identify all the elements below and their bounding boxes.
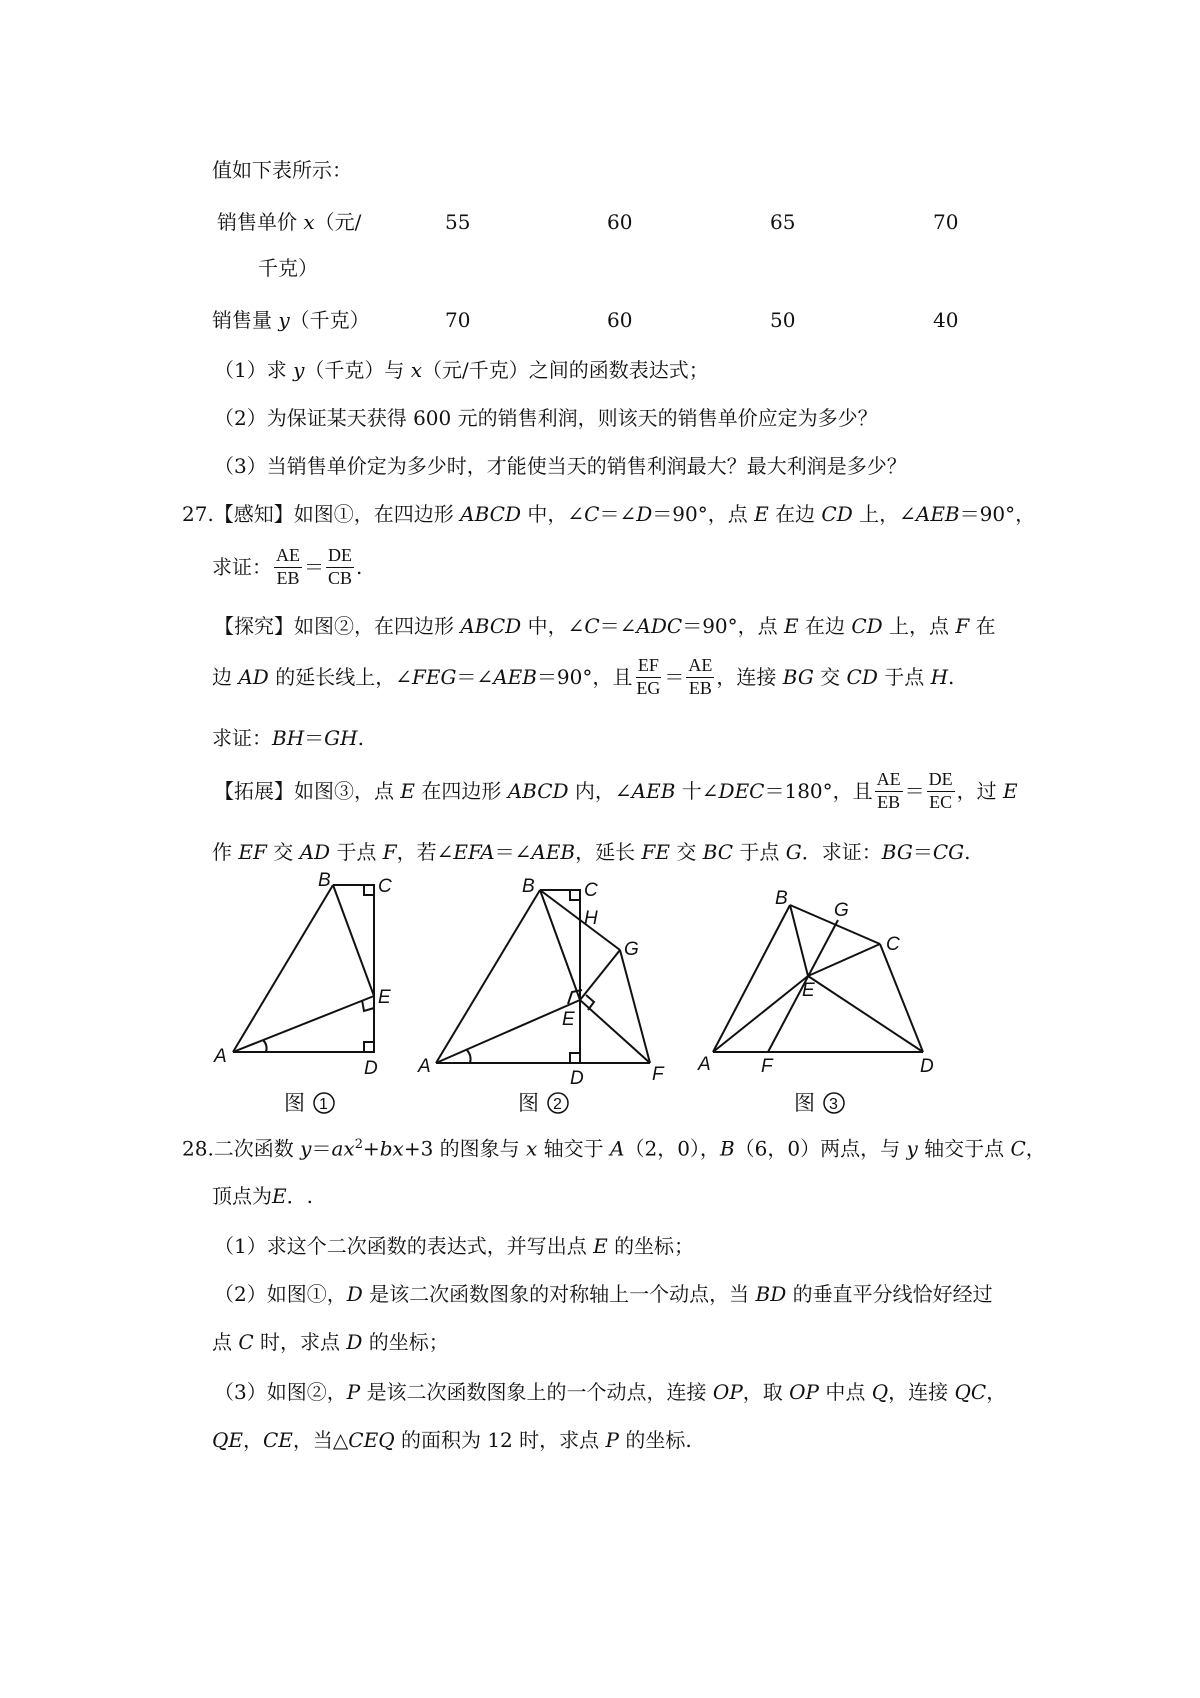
table-cell: 60 <box>607 210 633 234</box>
point-label: A <box>214 1046 227 1067</box>
point-label: C <box>378 876 392 897</box>
q26-part1: （1）求 y（千克）与 x（元/千克）之间的函数表达式； <box>214 358 709 382</box>
fraction: $\frac{AE}{EB}$ <box>688 654 713 698</box>
svg-text:3: 3 <box>829 1096 838 1113</box>
table-row1-label-cont: 千克） <box>258 256 318 280</box>
fraction: $\frac{DE}{EC}$ <box>928 768 953 812</box>
point-label: C <box>886 934 900 955</box>
q26-part3: （3）当销售单价定为多少时，才能使当天的销售利润最大？最大利润是多少？ <box>214 454 907 478</box>
fraction: $\frac{EF}{EG}$ <box>636 654 661 698</box>
table-cell: 50 <box>770 308 796 332</box>
table-row2-label: 销售量 y（千克） <box>212 308 370 332</box>
table-cell: 65 <box>770 210 796 234</box>
figure-3-diagram <box>713 905 923 1052</box>
q27-line7: 作 EF 交 AD 于点 F，若∠EFA＝∠AEB，延长 FE 交 BC 于点 G．求证：BG＝CG. <box>212 840 971 864</box>
table-row1-label: 销售单价 x（元/ <box>217 210 362 234</box>
q28-line2: 顶点为E．. <box>212 1184 313 1208</box>
q27-line5: 求证：BH＝GH. <box>212 726 364 750</box>
svg-text:图: 图 <box>284 1092 305 1115</box>
q28-part3-cont: QE，CE，当△CEQ 的面积为 12 时，求点 P 的坐标. <box>212 1428 692 1452</box>
table-cell: 70 <box>933 210 959 234</box>
point-label: A <box>418 1056 431 1077</box>
point-label: B <box>522 876 535 897</box>
q28-part3: （3）如图②，P 是该二次函数图象上的一个动点，连接 OP，取 OP 中点 Q，连接 QC， <box>214 1380 1007 1404</box>
q27-line1: 27.【感知】如图①，在四边形 ABCD 中，∠C＝∠D＝90°，点 E 在边 CD 上，∠AEB＝90°， <box>182 502 1036 526</box>
figure-2-caption <box>518 1092 568 1115</box>
fraction: $\frac{DE}{CB}$ <box>328 544 353 588</box>
point-label: E <box>378 987 391 1008</box>
point-label: G <box>624 939 639 960</box>
table-cell: 60 <box>607 308 633 332</box>
intro-text: 值如下表所示： <box>212 158 352 182</box>
point-label: E <box>802 980 815 1001</box>
fraction: $\frac{AE}{EB}$ <box>276 544 300 588</box>
point-label: A <box>698 1054 711 1075</box>
point-label: D <box>570 1068 584 1089</box>
table-cell: 55 <box>445 210 471 234</box>
point-label: G <box>834 900 849 921</box>
point-label: B <box>775 888 788 909</box>
table-cell: 70 <box>445 308 471 332</box>
figure-2-diagram <box>436 890 650 1063</box>
point-label: D <box>364 1058 378 1079</box>
point-label: H <box>584 908 598 929</box>
q26-part2: （2）为保证某天获得 600 元的销售利润，则该天的销售单价应定为多少？ <box>214 406 878 430</box>
figure-3-caption <box>794 1092 844 1115</box>
point-label: F <box>652 1064 664 1085</box>
q28-part2-cont: 点 C 时，求点 D 的坐标； <box>212 1330 449 1354</box>
table-cell: 40 <box>933 308 959 332</box>
figure-1-diagram <box>233 885 374 1052</box>
q27-line2: 求证： $\frac{AE}{EB}$ ＝ $\frac{DE}{CB}$ . <box>212 544 363 588</box>
q27-line4: 边 AD 的延长线上，∠ FEG ＝∠ AEB ＝90°，且 $\frac{EF}{EG}$ ＝ $\frac{AE}{EB}$ ，连接 BG 交 CD 于点 H . <box>212 654 955 698</box>
point-label: E <box>562 1009 575 1030</box>
svg-text:2: 2 <box>553 1096 562 1113</box>
figure-1-caption <box>284 1092 334 1115</box>
q28-line1: 28.二次函数 $y=ax^2+bx+3$ 的图象与 x 轴交于 A（2，0），B（6，0）两点，与 y 轴交于点 C， <box>182 1136 1046 1161</box>
point-label: D <box>920 1056 934 1077</box>
svg-text:图: 图 <box>794 1092 815 1115</box>
svg-text:图: 图 <box>518 1092 539 1115</box>
q27-line3: 【探究】如图②，在四边形 ABCD 中，∠C＝∠ADC＝90°，点 E 在边 CD 上，点 F 在 <box>214 614 996 638</box>
q28-part1: （1）求这个二次函数的表达式，并写出点 E 的坐标； <box>214 1234 695 1258</box>
point-label: B <box>318 870 331 891</box>
fraction: $\frac{AE}{EB}$ <box>876 768 901 812</box>
q28-part2: （2）如图①，D 是该二次函数图象的对称轴上一个动点，当 BD 的垂直平分线恰好经过 <box>214 1282 993 1306</box>
q27-line6: 【拓展】如图③，点 E 在四边形 ABCD 内，∠ AEB 十∠ DEC ＝180°，且 $\frac{AE}{EB}$ ＝ $\frac{DE}{EC}$ ，过 E <box>214 768 1018 812</box>
svg-text:1: 1 <box>319 1096 328 1113</box>
point-label: F <box>761 1056 773 1077</box>
point-label: C <box>584 880 598 901</box>
